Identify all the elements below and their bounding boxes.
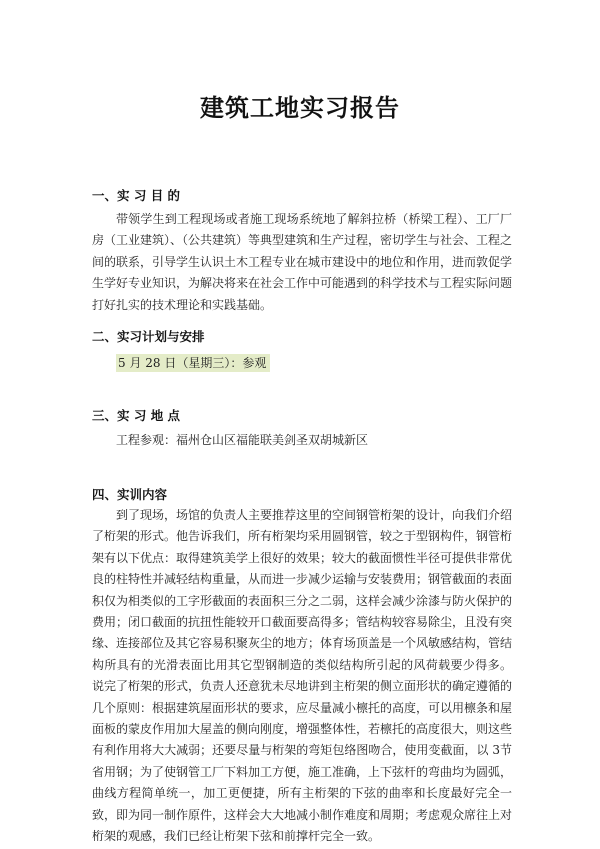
section-body-content: 到了现场，场馆的负责人主要推荐这里的空间钢管桁架的设计，向我们介绍了桁架的形式。他告诉我们，所有桁架均采用圆钢管，较之于型钢构件，钢管桁架有以下优点：取得建筑美学上很好的效果；较大的截面惯性半径可提供非常优良的柱特性并减轻结构重量，从而进一步减少运输与安装费用；钢管截面的表面积仅为相类似的工字形截面的表面积三分之二弱，这样会减少涂漆与防火保护的费用；闭口截面的抗扭性能较开口截面要高得多；管结构较容易除尘，且没有突缘、连接部位及其它容易积聚灰尘的地方；体育场顶盖是一个风敏感结构，管结构所具有的光滑表面比用其它型钢制造的类似结构所引起的风荷载要少得多。 说完了桁架的形式，负责人还意犹未尽地讲到主桁架的侧立面形状的确定遵循的几个原则：根据建筑屋面形状的要求，应尽量减小檩托的高度，可以用檩条和屋面板的蒙皮作用加大屋盖的侧向刚度，增强整体性，若檩托的高度很大，则这些有利作用将大大减弱；还要尽量与桁架的弯矩包络图吻合，使用变截面，以 3节省用钢；为了使钢管工厂下料加工方便，施工准确，上下弦杆的弯曲均为圆弧，曲线方程简单统一，加工更便捷，所有主桁架的下弦的曲率和长度最好完全一致，即为同一制作原件，这样会大大地减小制作难度和周期；考虑观众席往上对桁架的观感，我们已经让桁架下弦和前撑杆完全一致。 bbox=[92, 508, 513, 844]
section-body-purpose: 带领学生到工程现场或者施工现场系统地了解斜拉桥（桥梁工程）、工厂厂房（工业建筑）、（公共建筑）等典型建筑和生产过程，密切学生与社会、工程之间的联系，引导学生认识土木工程专业在城市建设中的地位和作用，进而敦促学生学好专业知识，为解决将来在社会工作中可能遇到的科学技术与工程实际问题打好扎实的技术理论和实践基础。 bbox=[92, 212, 513, 312]
location-item: 工程参观：福州仓山区福能联美剑圣双胡城新区 bbox=[116, 433, 369, 447]
section-heading-location: 三、实 习 地 点 bbox=[92, 408, 181, 423]
section-heading-purpose: 一、实 习 目 的 bbox=[92, 188, 181, 203]
section-heading-content: 四、实训内容 bbox=[92, 487, 168, 502]
plan-item bbox=[116, 354, 270, 371]
section-heading-plan: 二、实习计划与安排 bbox=[92, 329, 205, 344]
document-title: 建筑工地实习报告 bbox=[200, 94, 400, 122]
plan-item-highlight: 5 月 28 日（星期三）：参观 bbox=[116, 354, 270, 372]
